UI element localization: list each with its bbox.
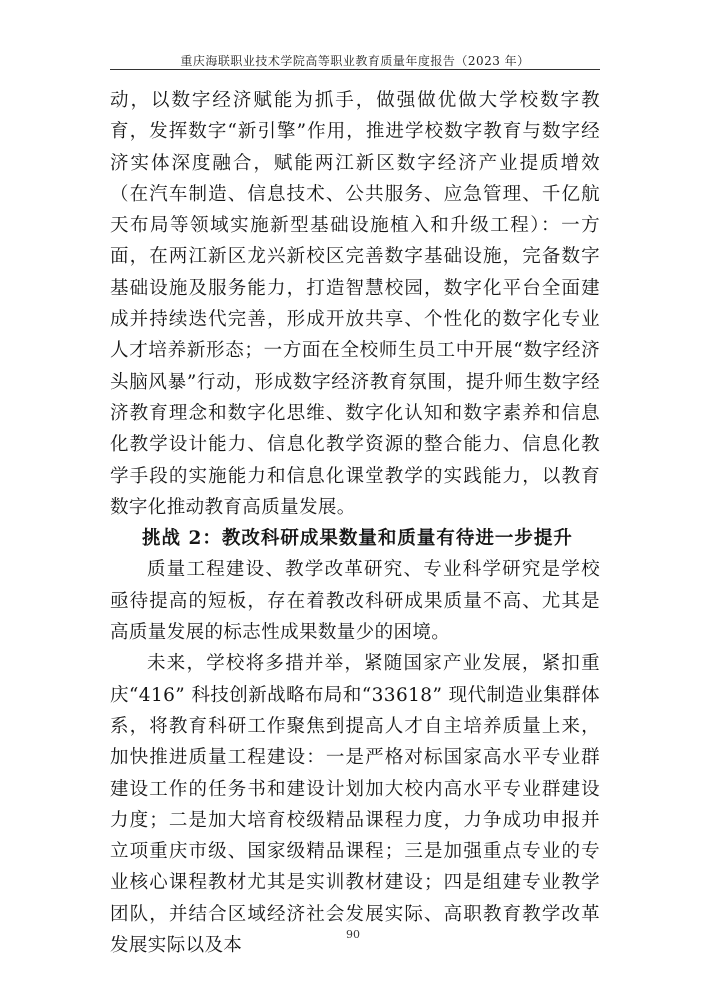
paragraph-challenge-description: 质量工程建设、教学改革研究、专业科学研究是学校亟待提高的短板，存在着教改科研成果质量不高、尤其是高质量发展的标志性成果数量少的困境。 [110,559,600,644]
section-heading-challenge-2: 挑战 2：教改科研成果数量和质量有待进一步提升 [142,528,573,550]
page-number: 90 [346,928,360,941]
paragraph-future-measures: 未来，学校将多措并举，紧随国家产业发展，紧扣重庆“416” 科技创新战略布局和“33618” 现代制造业集群体系，将教育科研工作聚焦到提高人才自主培养质量上来，加快推进质量工程建设：一是严格对标国家高水平专业群建设工作的任务书和建设计划加大校内高水平专业群建设力度；二是加大培育校级精品课程力度，力争成功申报并立项重庆市级、国家级精品课程；三是加强重点专业的专业核心课程教材尤其是实训教材建设；四是组建专业教学团队，并结合区域经济社会发展实际、高职教育教学改革发展实际以及本 [110,653,600,957]
page-body [110,85,600,961]
paragraph-digital-economy: 动，以数字经济赋能为抓手，做强做优做大学校数字教育，发挥数字“新引擎”作用，推进学校数字教育与数字经济实体深度融合，赋能两江新区数字经济产业提质增效（在汽车制造、信息技术、公共服务、应急管理、千亿航天布局等领域实施新型基础设施植入和升级工程）：一方面，在两江新区龙兴新校区完善数字基础设施，完备数字基础设施及服务能力，打造智慧校园，数字化平台全面建成并持续迭代完善，形成开放共享、个性化的数字化专业人才培养新形态；一方面在全校师生员工中开展“数字经济头脑风暴”行动，形成数字经济教育氛围，提升师生数字经济教育理念和数字化思维、数字化认知和数字素养和信息化教学设计能力、信息化教学资源的整合能力、信息化教学手段的实施能力和信息化课堂教学的实践能力，以教育数字化推动教育高质量发展。 [110,90,600,518]
running-header: 重庆海联职业技术学院高等职业教育质量年度报告（2023 年） [180,54,530,68]
header-rule [110,69,600,70]
